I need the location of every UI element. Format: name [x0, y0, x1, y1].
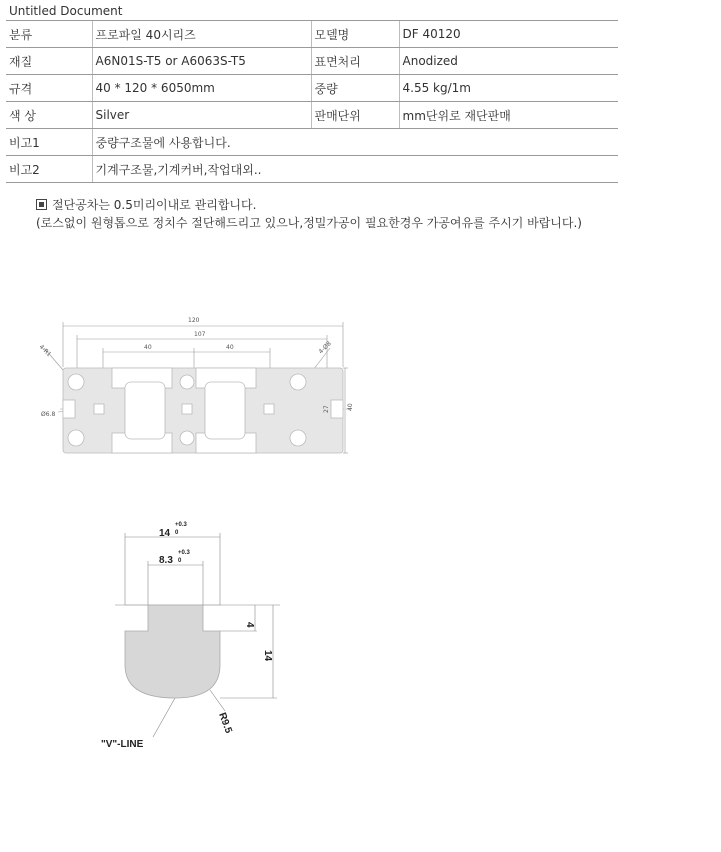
spec-value: 중량구조물에 사용합니다. [92, 129, 618, 156]
profile-drawing [30, 312, 360, 462]
tolerance-note [36, 196, 256, 213]
table-row [6, 48, 618, 75]
spec-key: 비고2 [6, 156, 92, 183]
dim-height: 40 [347, 403, 354, 411]
spec-key: 판매단위 [311, 102, 399, 129]
spec-value: 프로파일 40시리즈 [92, 21, 311, 48]
label-holes: 4-Ø8 [317, 340, 333, 356]
dim-inner: 8.3 [159, 555, 173, 566]
table-row [6, 156, 618, 183]
dim-outer-tol: +0.3 [175, 522, 187, 528]
spec-key: 규격 [6, 75, 92, 102]
dim-inner-tol: +0.3 [178, 550, 190, 556]
tolerance-note-text: 절단공차는 0.5미리이내로 관리합니다. [52, 198, 257, 212]
dim-depth: 4 [244, 622, 255, 628]
spec-key: 모델명 [311, 21, 399, 48]
vline-label: "V"-LINE [101, 739, 144, 750]
dim-inner: 107 [194, 331, 206, 338]
table-row [6, 102, 618, 129]
spec-key: 중량 [311, 75, 399, 102]
dim-pitch-left: 40 [144, 344, 152, 351]
spec-key: 재질 [6, 48, 92, 75]
spec-key: 표면처리 [311, 48, 399, 75]
spec-value: Anodized [399, 48, 618, 75]
spec-value: DF 40120 [399, 21, 618, 48]
cutting-note: (로스없이 원형톱으로 정치수 절단해드리고 있으나,정밀가공이 필요한경우 가공여유를 주시기 바랍니다.) [36, 216, 582, 230]
dim-inner-tol2: 0 [178, 558, 182, 564]
dim-overall: 120 [188, 317, 200, 324]
dim-total: 14 [262, 650, 273, 662]
checkbox-icon [36, 199, 47, 210]
table-row [6, 75, 618, 102]
table-row [6, 129, 618, 156]
dim-outer: 14 [159, 528, 171, 539]
page-title: Untitled Document [9, 4, 123, 18]
dim-slot: 27 [323, 405, 330, 413]
dim-outer-tol2: 0 [175, 530, 179, 536]
spec-value: 4.55 kg/1m [399, 75, 618, 102]
spec-key: 색 상 [6, 102, 92, 129]
spec-value: mm단위로 재단판매 [399, 102, 618, 129]
spec-value: 기계구조물,기계커버,작업대외.. [92, 156, 618, 183]
spec-table [6, 20, 618, 183]
label-center: Ø6.8 [41, 411, 56, 418]
slot-drawing [95, 515, 295, 755]
spec-key: 비고1 [6, 129, 92, 156]
dim-radius: R9.5 [216, 711, 234, 735]
spec-value: Silver [92, 102, 311, 129]
table-row [6, 21, 618, 48]
spec-key: 분류 [6, 21, 92, 48]
dim-pitch-right: 40 [226, 344, 234, 351]
label-radius: 4-R1 [37, 343, 53, 359]
slot-shape [125, 605, 220, 698]
spec-value: A6N01S-T5 or A6063S-T5 [92, 48, 311, 75]
spec-value: 40 * 120 * 6050mm [92, 75, 311, 102]
